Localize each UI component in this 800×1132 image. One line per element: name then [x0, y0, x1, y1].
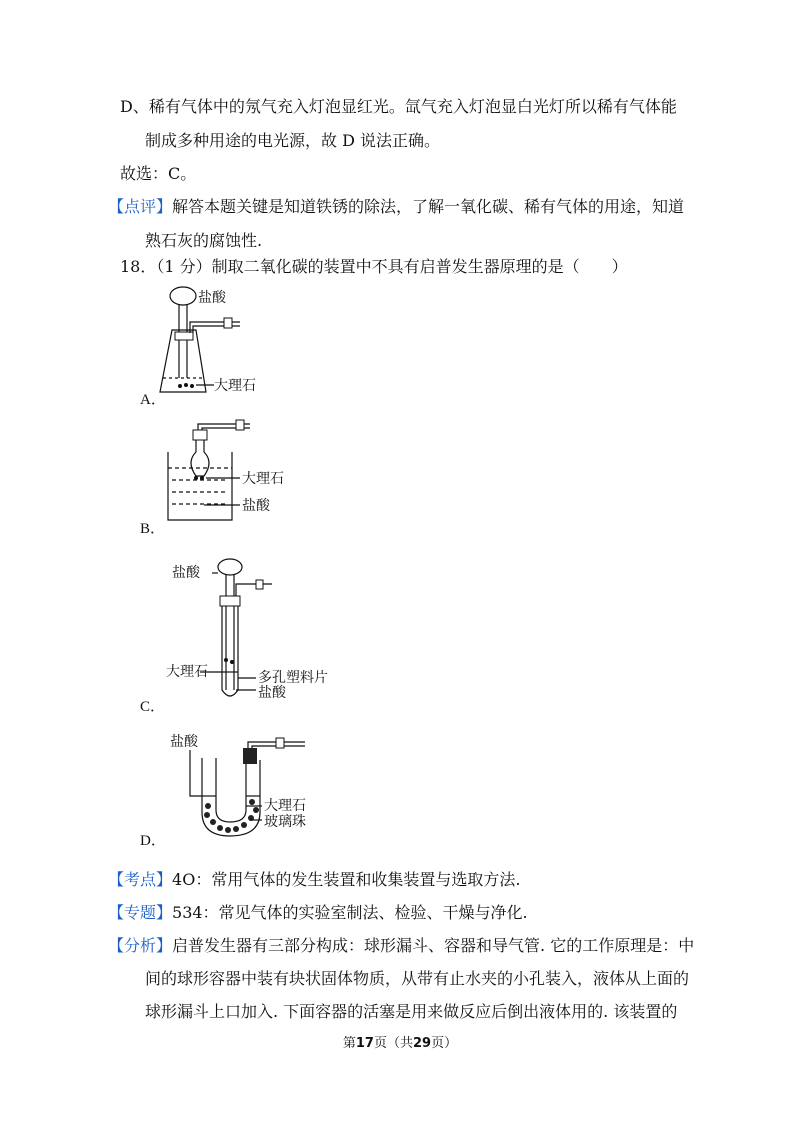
label-c-marble: 大理石: [166, 664, 208, 680]
label-a-acid: 盐酸: [198, 290, 226, 306]
analysis-tag: 【分析】: [108, 936, 173, 955]
comment-text: 解答本题关键是知道铁锈的除法，了解一氧化碳、稀有气体的用途，知道: [172, 197, 685, 216]
footer-page-number: 17: [355, 1036, 374, 1051]
diagram-d: [170, 733, 306, 836]
label-c-acid-top: 盐酸: [172, 565, 200, 581]
analysis-line1: [108, 935, 694, 957]
diagram-a: [160, 287, 256, 394]
diagram-c: [166, 559, 328, 701]
option-b-label: B．: [140, 521, 166, 537]
analysis-text1: 启普发生器有三部分构成：球形漏斗、容器和导气管. 它的工作原理是：中: [172, 936, 695, 955]
page-footer: [0, 1032, 800, 1051]
analysis-line3: 球形漏斗上口加入. 下面容器的活塞是用来做反应后倒出液体用的. 该装置的: [145, 1002, 678, 1021]
comment-line2: 熟石灰的腐蚀性.: [145, 231, 263, 250]
footer-suffix: 页）: [431, 1036, 458, 1051]
keypoint-line: [108, 869, 520, 891]
label-c-plate: 多孔塑料片: [258, 670, 328, 686]
label-a-marble: 大理石: [214, 378, 256, 394]
topic-line: [108, 902, 528, 924]
footer-prefix: 第: [342, 1036, 356, 1051]
question-18: 18．（1 分）制取二氧化碳的装置中不具有启普发生器原理的是（ ）: [120, 257, 628, 276]
label-b-marble: 大理石: [242, 471, 284, 487]
keypoint-tag: 【考点】: [108, 870, 173, 889]
topic-tag: 【专题】: [108, 903, 173, 922]
comment-tag: 【点评】: [108, 197, 173, 216]
footer-mid: 页（共: [373, 1036, 413, 1051]
label-b-acid: 盐酸: [242, 498, 270, 514]
diagram-b: [168, 420, 284, 520]
option-d-label: D．: [140, 833, 166, 849]
answer-line: 故选：C。: [120, 164, 197, 183]
topic-text: 534：常见气体的实验室制法、检验、干燥与净化.: [172, 903, 528, 922]
keypoint-text: 4O：常用气体的发生装置和收集装置与选取方法.: [172, 870, 521, 889]
label-c-acid-bottom: 盐酸: [258, 685, 286, 701]
label-d-marble: 大理石: [264, 798, 306, 814]
option-d-explanation-line1: D、稀有气体中的氖气充入灯泡显红光。氙气充入灯泡显白光灯所以稀有气体能: [120, 97, 677, 116]
option-a-label: A．: [140, 392, 166, 408]
option-c-label: C．: [140, 699, 166, 715]
analysis-line2: 间的球形容器中装有块状固体物质，从带有止水夹的小孔装入，液体从上面的: [145, 969, 690, 988]
label-d-beads: 玻璃珠: [264, 814, 306, 830]
option-d-explanation-line2: 制成多种用途的电光源，故 D 说法正确。: [145, 131, 441, 150]
footer-total-pages: 29: [413, 1036, 432, 1051]
label-d-acid: 盐酸: [170, 734, 198, 750]
